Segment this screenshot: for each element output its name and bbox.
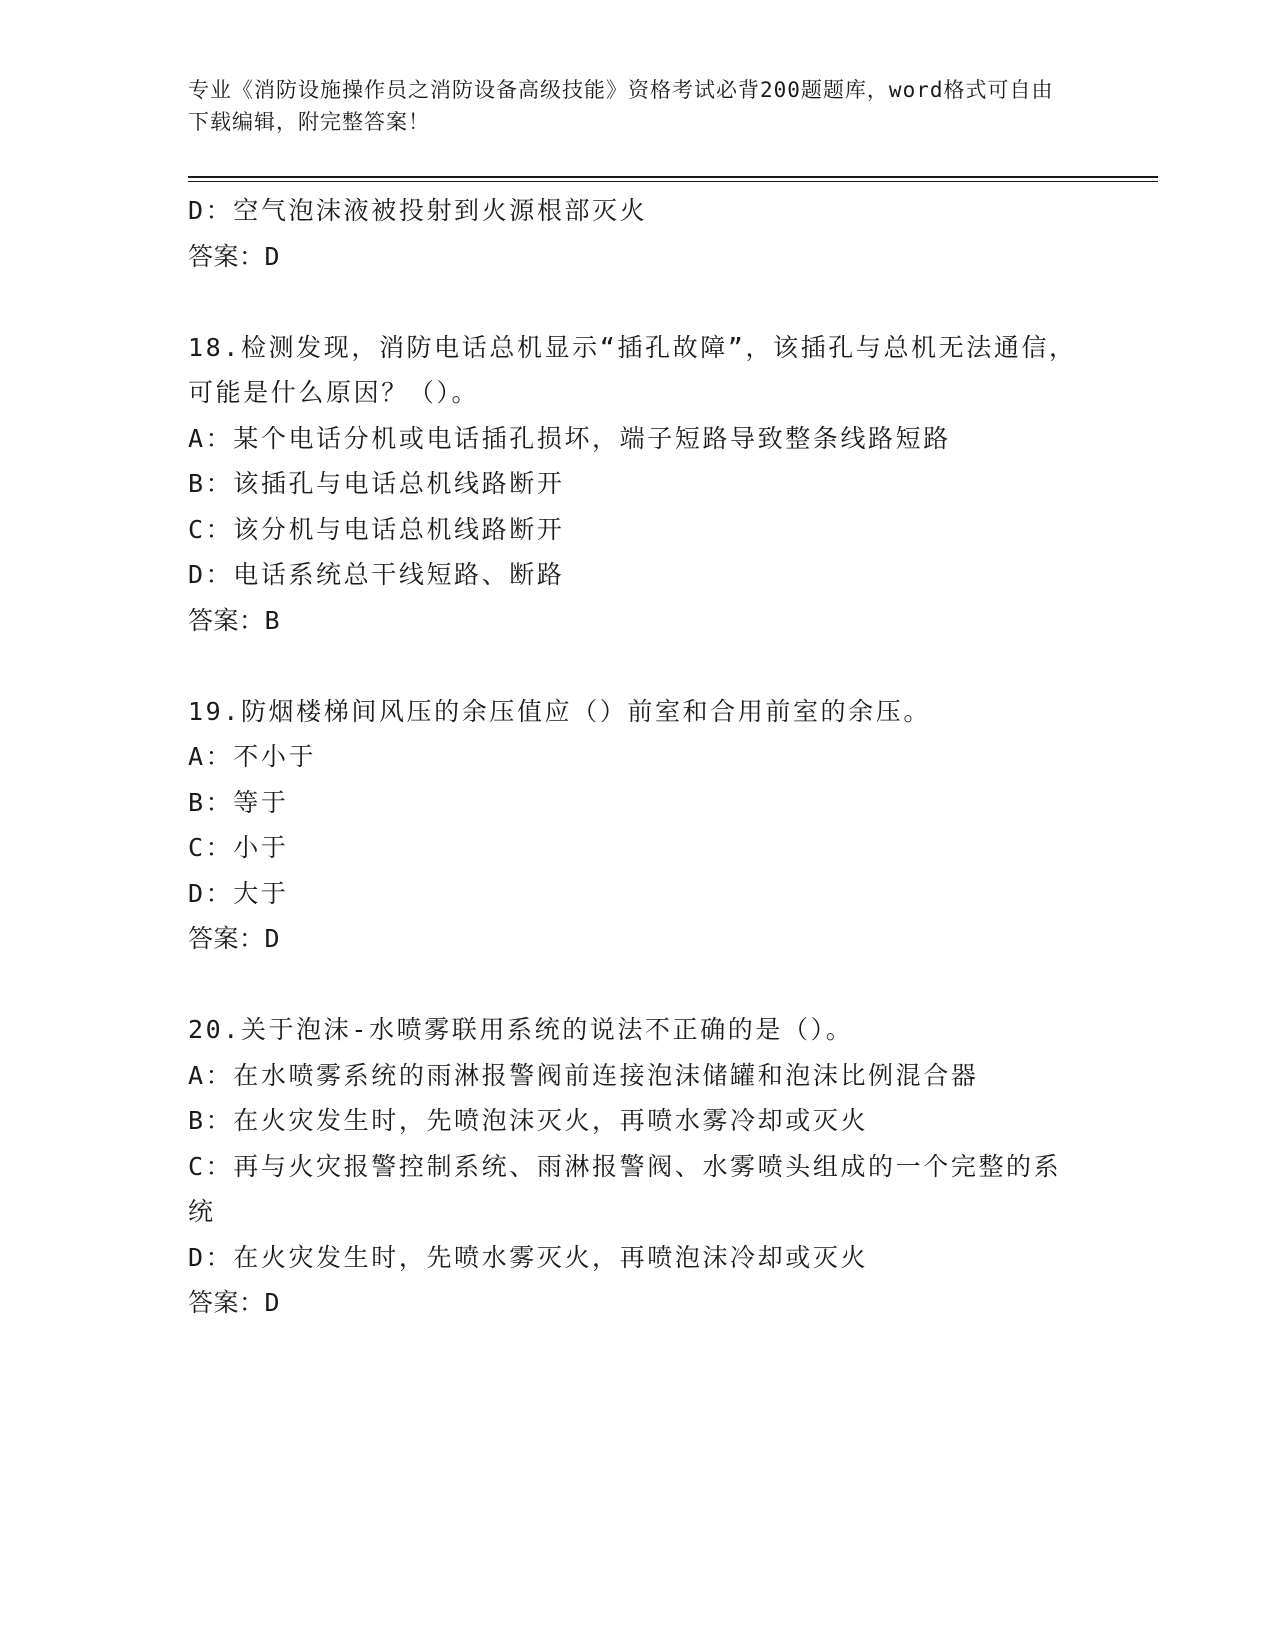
question-answer: 答案：D	[188, 924, 281, 953]
document-header: 专业《消防设施操作员之消防设备高级技能》资格考试必背200题题库，word格式可自由下载编辑，附完整答案！	[188, 78, 1054, 134]
question-20	[188, 1007, 1088, 1326]
question-list	[188, 188, 1088, 1326]
option-c: C：小于	[188, 833, 289, 862]
question-stem: 20.关于泡沫-水喷雾联用系统的说法不正确的是（）。	[188, 1015, 854, 1044]
option-a: A：某个电话分机或电话插孔损坏，端子短路导致整条线路短路	[188, 423, 951, 453]
question-19	[188, 689, 1088, 962]
option-d: D：电话系统总干线短路、断路	[188, 560, 565, 589]
question-18	[188, 325, 1088, 644]
header-divider-thin	[188, 181, 1158, 182]
option-b: B：等于	[188, 787, 289, 817]
option-d: D：大于	[188, 878, 289, 908]
option-b: B：在火灾发生时，先喷泡沫灭火，再喷水雾冷却或灭火	[188, 1106, 869, 1135]
option-c: C：再与火灾报警控制系统、雨淋报警阀、水雾喷头组成的一个完整的系统	[188, 1151, 1062, 1226]
option-a: A：不小于	[188, 742, 317, 771]
spacer	[188, 279, 1088, 325]
question-answer: 答案：B	[188, 605, 281, 635]
option-d: D：在火灾发生时，先喷水雾灭火，再喷泡沫冷却或灭火	[188, 1242, 869, 1272]
option-a: A：在水喷雾系统的雨淋报警阀前连接泡沫储罐和泡沫比例混合器	[188, 1060, 979, 1090]
question-answer: 答案：D	[188, 1288, 281, 1317]
option-b: B：该插孔与电话总机线路断开	[188, 469, 565, 498]
option-c: C：该分机与电话总机线路断开	[188, 514, 565, 544]
spacer	[188, 962, 1088, 1008]
question-stem: 19.防烟楼梯间风压的余压值应（）前室和合用前室的余压。	[188, 696, 931, 726]
prev-question-option-d: D：空气泡沫液被投射到火源根部灭火	[188, 196, 648, 225]
header-divider-thick	[188, 176, 1158, 178]
spacer	[188, 643, 1088, 689]
prev-question-answer: 答案：D	[188, 241, 281, 271]
question-stem: 18.检测发现，消防电话总机显示“插孔故障”，该插孔与总机无法通信，可能是什么原因？（）。	[188, 332, 1077, 407]
